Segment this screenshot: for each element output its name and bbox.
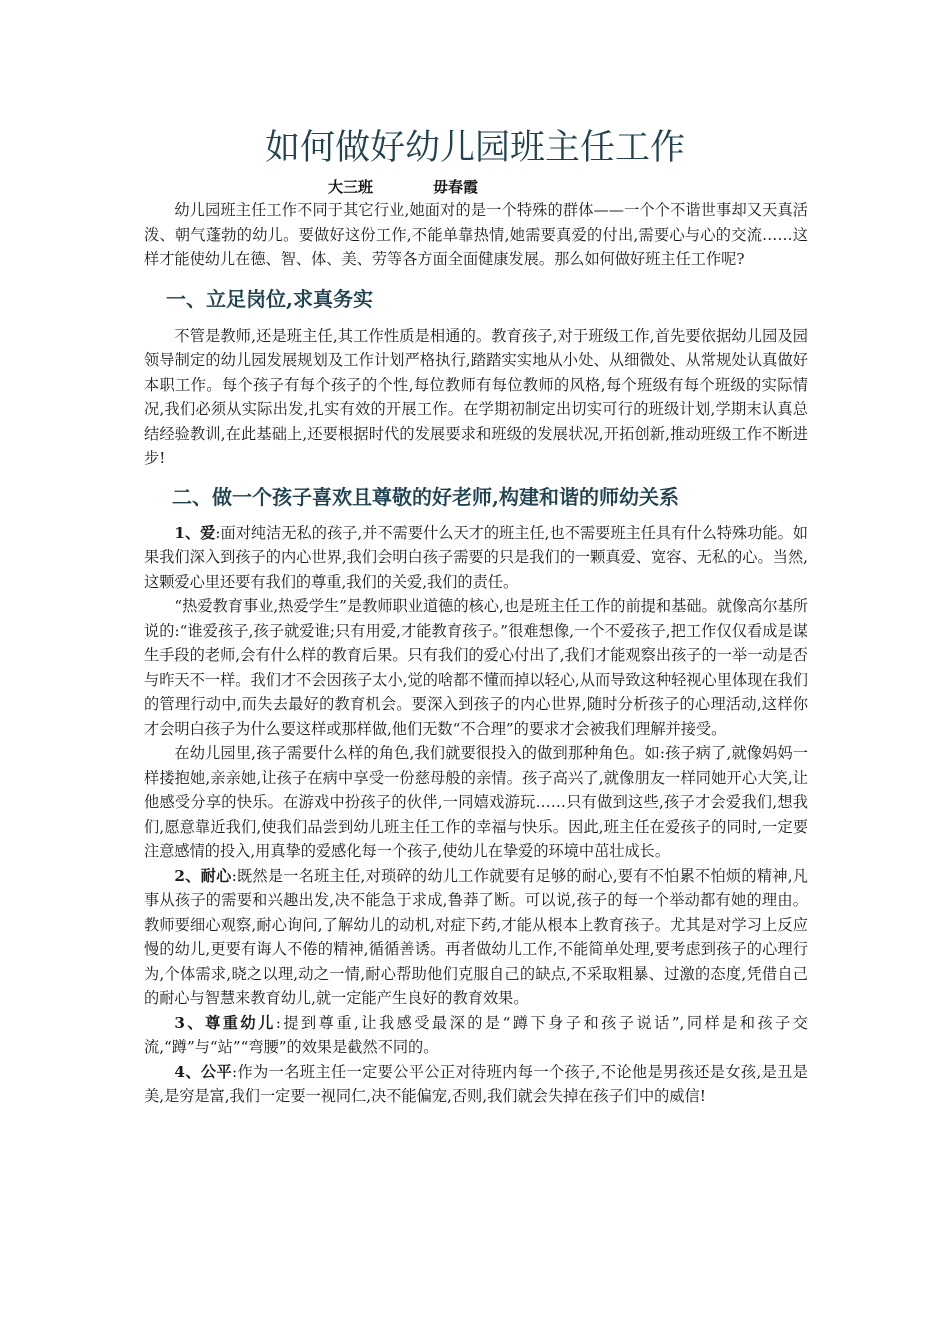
item-respect-paragraph — [144, 1011, 808, 1060]
item-love-text: :面对纯洁无私的孩子,并不需要什么天才的班主任,也不需要班主任具有什么特殊功能。如果我们深入到孩子的内心世界,我们会明白孩子需要的只是我们的一颗真爱、宽容、无私的心。当然,这颗爱心里还要有我们的尊重,我们的关爱,我们的责任。 — [144, 523, 808, 591]
section-heading-2: 二、做一个孩子喜欢且尊敬的好老师,构建和谐的师幼关系 — [172, 484, 679, 509]
item-fairness-lead: 4、公平 — [174, 1062, 233, 1081]
item-love-lead: 1、爱 — [174, 523, 216, 542]
love-paragraph-2: “热爱教育事业,热爱学生”是教师职业道德的核心,也是班主任工作的前提和基础。就像高尔基所说的:“谁爱孩子,孩子就爱谁;只有用爱,才能教育孩子。”很难想像,一个不爱孩子,把工作仅仅看成是谋生手段的老师,会有什么样的教育后果。只有我们的爱心付出了,我们才能观察出孩子的一举一动是否与昨天不一样。我们才不会因孩子太小,觉的啥都不懂而掉以轻心,从而导致这种轻视心里体现在我们的管理行动中,而失去最好的教育机会。要深入到孩子的内心世界,随时分析孩子的心理活动,这样你才会明白孩子为什么要这样或那样做,他们无数“不合理”的要求才会被我们理解并接受。 — [144, 597, 808, 738]
author-name: 毋春霞 — [433, 178, 479, 196]
item-respect-text: :提到尊重,让我感受最深的是“蹲下身子和孩子说话”,同样是和孩子交流,“蹲”与“站”“弯腰”的效果是截然不同的。 — [144, 1013, 808, 1056]
section1-paragraph: 不管是教师,还是班主任,其工作性质是相通的。教育孩子,对于班级工作,首先要依据幼儿园及园领导制定的幼儿园发展规划及工作计划严格执行,踏踏实实地从小处、从细微处、从常规处认真做好本职工作。每个孩子有每个孩子的个性,每位教师有每位教师的风格,每个班级有每个班级的实际情况,我们必须从实际出发,扎实有效的开展工作。在学期初制定出切实可行的班级计划,学期末认真总结经验教训,在此基础上,还要根据时代的发展要求和班级的发展状况,开拓创新,推动班级工作不断进步! — [144, 326, 808, 467]
item-fairness-paragraph — [144, 1060, 808, 1109]
class-name: 大三班 — [328, 178, 374, 196]
item-patience-lead: 2、耐心 — [174, 866, 232, 885]
item-fairness-text: :作为一名班主任一定要公平公正对待班内每一个孩子,不论他是男孩还是女孩,是丑是美,是穷是富,我们一定要一视同仁,决不能偏宠,否则,我们就会失掉在孩子们中的威信! — [144, 1062, 808, 1105]
item-patience-text: :既然是一名班主任,对琐碎的幼儿工作就要有足够的耐心,要有不怕累不怕烦的精神,凡事从孩子的需要和兴趣出发,决不能急于求成,鲁莽了断。可以说,孩子的每一个举动都有她的理由。教师要细心观察,耐心询问,了解幼儿的动机,对症下药,才能从根本上教育孩子。尤其是对学习上反应慢的幼儿,更要有诲人不倦的精神,循循善诱。再者做幼儿工作,不能简单处理,要考虑到孩子的心理行为,个体需求,晓之以理,动之一情,耐心帮助他们克服自己的缺点,不采取粗暴、过激的态度,凭借自己的耐心与智慧来教育幼儿,就一定能产生良好的教育效果。 — [144, 866, 808, 1007]
section-heading-1: 一、立足岗位,求真务实 — [166, 286, 373, 311]
item-respect-lead: 3、尊重幼儿 — [174, 1013, 276, 1032]
item-patience-paragraph — [144, 864, 808, 1011]
item-love-paragraph — [144, 521, 808, 595]
document-title: 如何做好幼儿园班主任工作 — [264, 128, 685, 168]
love-paragraph-3: 在幼儿园里,孩子需要什么样的角色,我们就要很投入的做到那种角色。如:孩子病了,就像妈妈一样搂抱她,亲亲她,让孩子在病中享受一份慈母般的亲情。孩子高兴了,就像朋友一样同她开心大笑,让他感受分享的快乐。在游戏中扮孩子的伙伴,一同嬉戏游玩……只有做到这些,孩子才会爱我们,想我们,愿意靠近我们,使我们品尝到幼儿班主任工作的幸福与快乐。因此,班主任在爱孩子的同时,一定要注意感情的投入,用真挚的爱感化每一个孩子,使幼儿在挚爱的环境中茁壮成长。 — [144, 744, 808, 860]
document-body — [144, 198, 808, 1109]
byline — [328, 176, 478, 198]
intro-paragraph: 幼儿园班主任工作不同于其它行业,她面对的是一个特殊的群体——一个个不谐世事却又天真活泼、朝气蓬勃的幼儿。要做好这份工作,不能单靠热情,她需要真爱的付出,需要心与心的交流……这样才能使幼儿在德、智、体、美、劳等各方面全面健康发展。那么如何做好班主任工作呢? — [144, 201, 808, 268]
